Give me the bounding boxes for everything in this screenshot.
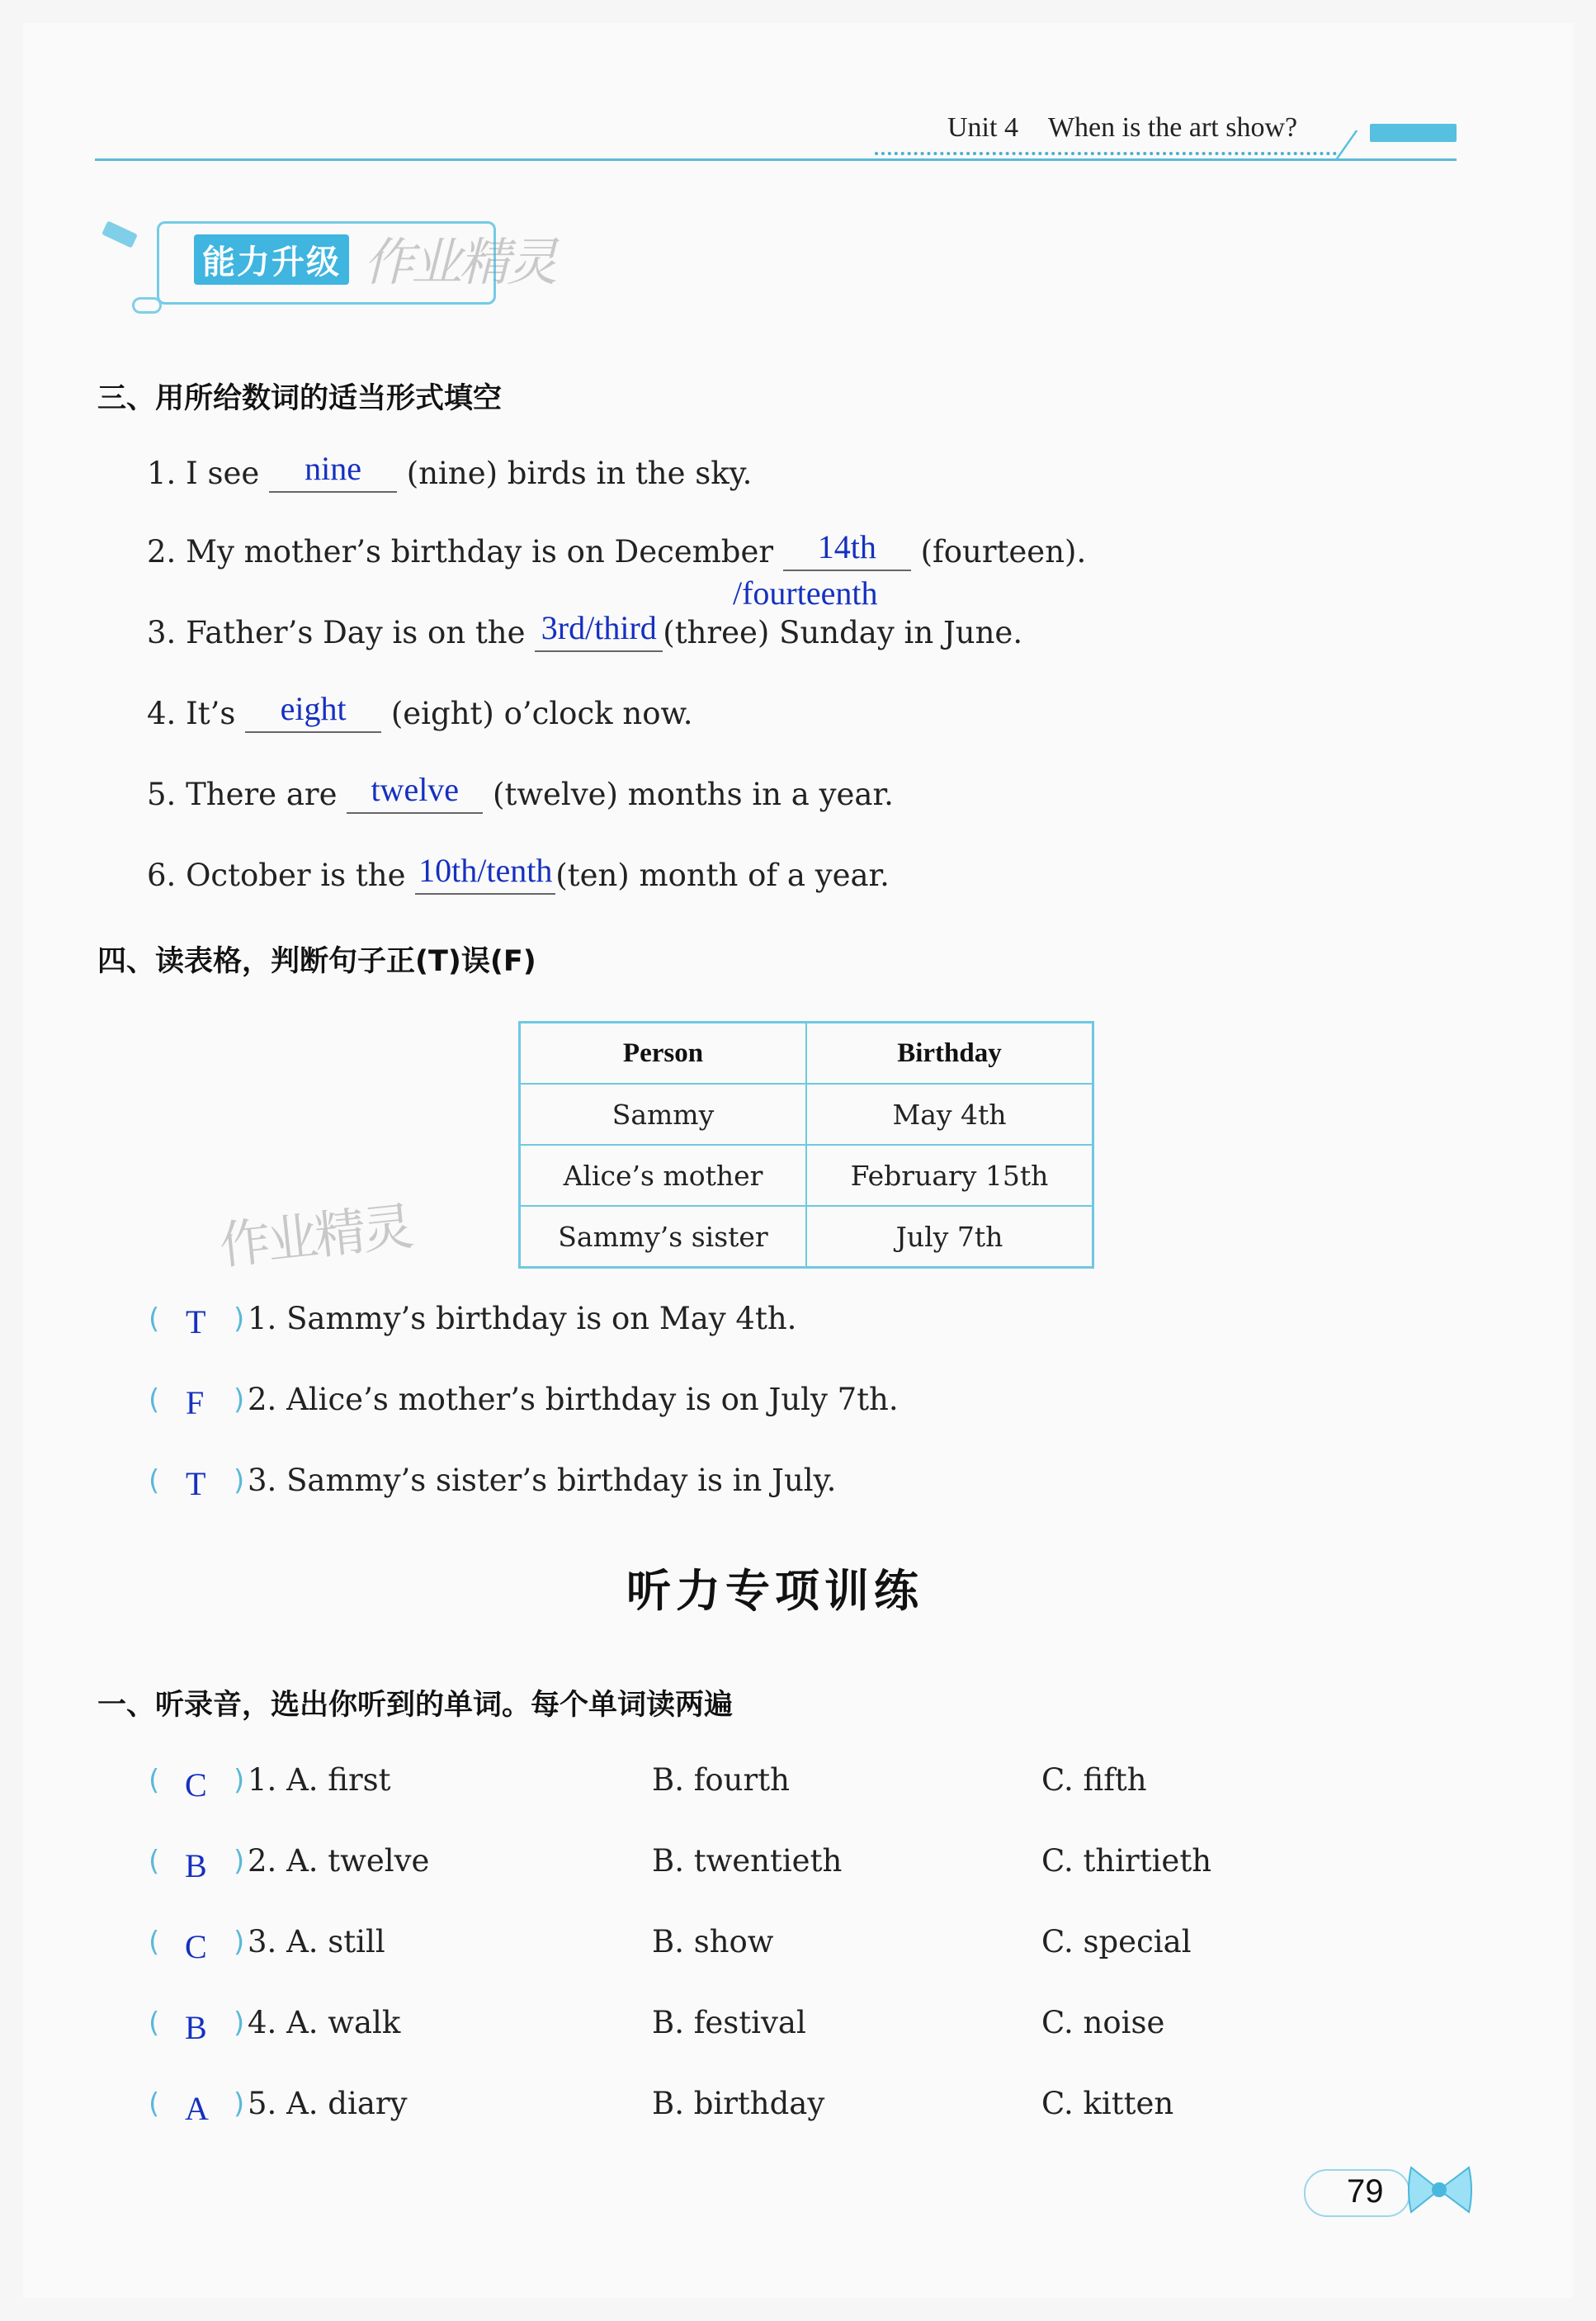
table-row xyxy=(520,1145,1093,1206)
fill-item-3: 3. Father’s Day is on the 3rd/third (three) Sunday in June. xyxy=(147,609,1023,650)
answer-text: 14th xyxy=(817,528,876,565)
table-row xyxy=(520,1206,1093,1268)
fill-item-4: 4. It’s eight (eight) o’clock now. xyxy=(147,690,693,731)
table-header-row xyxy=(520,1023,1093,1085)
option-b: B. fourth xyxy=(652,1762,790,1798)
paren-left: ( xyxy=(149,1926,160,1959)
watermark: 作业精灵 xyxy=(363,232,555,292)
paren-left: ( xyxy=(149,1464,160,1497)
fill-item-1: 1. I see nine (nine) birds in the sky. xyxy=(147,450,753,491)
option-c: C. special xyxy=(1041,1924,1192,1959)
answer-blank[interactable] xyxy=(415,852,555,895)
paren-right: ) xyxy=(234,1926,245,1959)
tf-statement: 1. Sammy’s birthday is on May 4th. xyxy=(248,1301,797,1336)
header-rule xyxy=(95,158,1457,161)
option-a: 2. A. twelve xyxy=(248,1843,430,1879)
table-cell: Sammy’s sister xyxy=(520,1206,807,1268)
fill-item-2: 2. My mother’s birthday is on December 14th (fourteen). xyxy=(147,528,1087,570)
answer-text: nine xyxy=(305,450,361,487)
section3-heading: 三、用所给数词的适当形式填空 xyxy=(97,382,503,415)
section-badge-label: 能力升级 xyxy=(194,234,349,285)
answer-mark[interactable]: B xyxy=(185,2009,207,2046)
paren-right: ) xyxy=(234,1302,245,1335)
paren-right: ) xyxy=(234,1383,245,1416)
paren-right: ) xyxy=(234,1464,245,1497)
answer-text: twelve xyxy=(371,771,460,808)
listening-title: 听力专项训练 xyxy=(626,1565,923,1617)
answer-blank[interactable] xyxy=(783,528,911,571)
column-header: Person xyxy=(520,1023,807,1085)
paren-left: ( xyxy=(149,1764,160,1797)
answer-mark[interactable]: C xyxy=(185,1928,207,1965)
answer-text: 10th/tenth xyxy=(418,852,553,889)
option-a: 5. A. diary xyxy=(248,2086,408,2121)
option-c: C. kitten xyxy=(1041,2086,1174,2121)
answer-mark[interactable]: B xyxy=(185,1847,207,1884)
table-row xyxy=(520,1084,1093,1145)
answer-blank[interactable] xyxy=(535,609,663,652)
option-c: C. noise xyxy=(1041,2005,1165,2040)
page-number: 79 xyxy=(1347,2173,1384,2210)
unit-title: When is the art show? xyxy=(1047,112,1298,143)
fill-item-6: 6. October is the 10th/tenth (ten) month of a year. xyxy=(147,852,890,893)
answer-mark[interactable]: T xyxy=(186,1465,206,1502)
answer-mark[interactable]: F xyxy=(186,1384,205,1421)
answer-blank[interactable] xyxy=(269,450,397,493)
option-a: 4. A. walk xyxy=(248,2005,401,2040)
answer-text-continued: /fourteenth xyxy=(733,574,878,612)
column-header: Birthday xyxy=(806,1023,1093,1085)
option-c: C. thirtieth xyxy=(1041,1843,1212,1879)
tf-statement: 3. Sammy’s sister’s birthday is in July. xyxy=(248,1463,837,1498)
option-b: B. show xyxy=(652,1924,774,1959)
paren-left: ( xyxy=(149,2007,160,2040)
header-dots xyxy=(875,152,1337,155)
table-cell: Sammy xyxy=(520,1084,807,1145)
option-a: 3. A. still xyxy=(248,1924,385,1959)
option-b: B. twentieth xyxy=(652,1843,843,1879)
paren-left: ( xyxy=(149,2087,160,2120)
option-b: B. birthday xyxy=(652,2086,825,2121)
listening-heading: 一、听录音，选出你听到的单词。每个单词读两遍 xyxy=(97,1689,734,1722)
table-cell: February 15th xyxy=(806,1145,1093,1206)
answer-text: eight xyxy=(280,690,347,727)
paren-left: ( xyxy=(149,1383,160,1416)
answer-blank[interactable] xyxy=(245,690,381,733)
paren-right: ) xyxy=(234,1764,245,1797)
fill-item-5: 5. There are twelve (twelve) months in a year. xyxy=(147,771,894,812)
option-b: B. festival xyxy=(652,2005,806,2040)
section4-heading: 四、读表格，判断句子正(T)误(F) xyxy=(97,945,536,978)
table-cell: May 4th xyxy=(806,1084,1093,1145)
paren-right: ) xyxy=(234,1845,245,1878)
swirl-decoration xyxy=(132,297,162,314)
answer-mark[interactable]: C xyxy=(185,1766,207,1803)
answer-text: 3rd/third xyxy=(541,609,657,646)
table-cell: July 7th xyxy=(806,1206,1093,1268)
paren-left: ( xyxy=(149,1302,160,1335)
tf-statement: 2. Alice’s mother’s birthday is on July 7th. xyxy=(248,1382,899,1417)
answer-mark[interactable]: T xyxy=(186,1303,206,1340)
running-header xyxy=(947,112,1297,144)
answer-blank[interactable] xyxy=(347,771,483,814)
watermark: 作业精灵 xyxy=(216,1196,413,1276)
unit-label: Unit 4 xyxy=(947,112,1018,143)
bow-icon xyxy=(1405,2159,1475,2221)
option-c: C. fifth xyxy=(1041,1762,1147,1798)
option-a: 1. A. first xyxy=(248,1762,391,1798)
paren-right: ) xyxy=(234,2087,245,2120)
table-cell: Alice’s mother xyxy=(520,1145,807,1206)
paren-left: ( xyxy=(149,1845,160,1878)
answer-mark[interactable]: A xyxy=(185,2090,209,2127)
paren-right: ) xyxy=(234,2007,245,2040)
birthday-table xyxy=(518,1021,1094,1269)
